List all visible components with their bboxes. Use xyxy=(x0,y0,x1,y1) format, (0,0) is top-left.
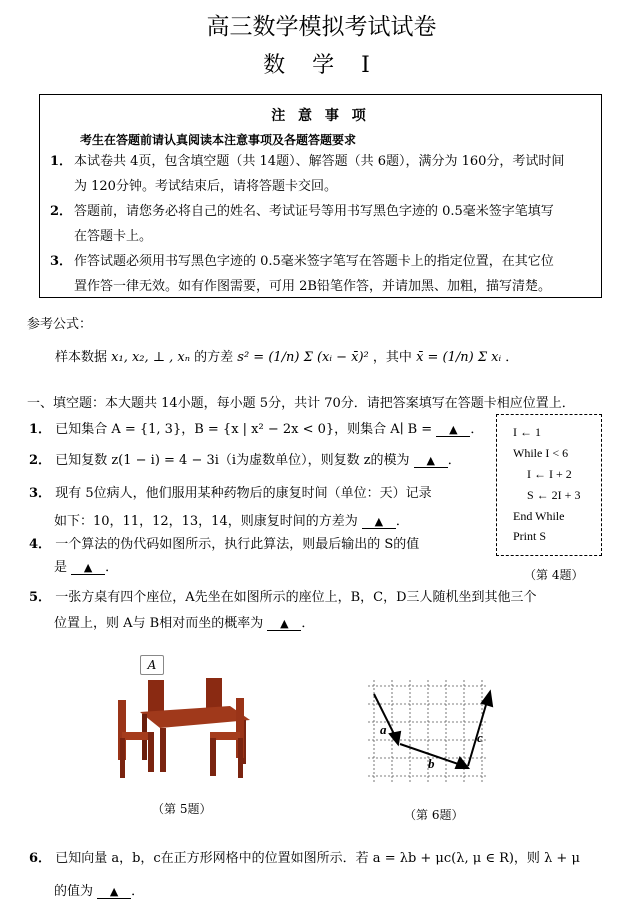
question-text: 已知复数 z(1 − i) = 4 − 3i（i为虚数单位），则复数 z的模为 xyxy=(55,453,410,468)
code-line: I ← I + 2 xyxy=(527,467,572,481)
question-number: 6． xyxy=(29,851,52,866)
vector-a-arrowhead xyxy=(390,732,400,744)
question-text: 的值为 xyxy=(54,884,94,899)
notice-item-text: 在答题卡上。 xyxy=(74,229,153,244)
notice-box xyxy=(39,94,602,298)
formula-text: ． xyxy=(505,350,519,365)
question-text: 是 xyxy=(54,560,68,575)
notice-item-number: 3． xyxy=(50,254,73,269)
code-line: While I < 6 xyxy=(513,446,569,460)
answer-blank: ▲ xyxy=(436,423,470,437)
question-text: 一个算法的伪代码如图所示，执行此算法，则最后输出的 S的值 xyxy=(55,537,420,552)
vector-b-label: b xyxy=(428,756,435,771)
question-5-cont: 位置上，则 A与 B相对而坐的概率为 ▲ ． xyxy=(54,616,315,631)
page-subtitle: 数 学 I xyxy=(263,53,380,78)
question-number: 3． xyxy=(29,486,52,501)
notice-subtitle: 考生在答题前请认真阅读本注意事项及各题答题要求 xyxy=(80,133,357,147)
formula-text: 样本数据 xyxy=(55,350,108,365)
question-4-cont: 是 ▲ ． xyxy=(54,560,119,575)
question-text: 位置上，则 A与 B相对而坐的概率为 xyxy=(54,616,264,631)
question-3-cont: 如下：10，11，12，13，14，则康复时间的方差为 ▲ ． xyxy=(54,514,409,529)
notice-item-text: 作答试题必须用书写黑色字迹的 0.5毫米签字笔写在答题卡上的指定位置，在其它位 xyxy=(74,254,554,269)
seat-a-label: A xyxy=(140,655,164,675)
answer-blank: ▲ xyxy=(362,515,396,529)
answer-blank: ▲ xyxy=(71,561,105,575)
code-line: S ← 2I + 3 xyxy=(527,488,581,502)
question-text: 现有 5位病人，他们服用某种药物后的康复时间（单位：天）记录 xyxy=(55,486,432,501)
question-number: 2． xyxy=(29,453,52,468)
vector-c-label: c xyxy=(477,730,483,745)
answer-blank: ▲ xyxy=(414,454,448,468)
notice-item-text: 为 120分钟。考试结束后，请将答题卡交回。 xyxy=(74,179,337,194)
question-number: 4． xyxy=(29,537,52,552)
vector-b-arrowhead xyxy=(456,758,468,768)
notice-item xyxy=(50,199,598,249)
vector-c-arrowhead xyxy=(482,692,492,706)
notice-item-number: 1． xyxy=(50,154,73,169)
question-5 xyxy=(29,586,537,605)
question-text: 已知向量 a，b，c在正方形网格中的位置如图所示．若 a = λb + μc(λ, μ ∈ R)，则 λ + μ xyxy=(55,851,580,866)
code-line: I ← 1 xyxy=(513,425,541,439)
vector-grid-figure xyxy=(366,672,496,790)
question-text: 如下：10，11，12，13，14，则康复时间的方差为 xyxy=(54,514,358,529)
formula-label: 参考公式： xyxy=(27,317,93,332)
mean-formula: x̄ = (1/n) Σ xᵢ xyxy=(416,350,502,365)
question-number: 5． xyxy=(29,590,52,605)
variance-formula: s² = (1/n) Σ (xᵢ − x̄)² xyxy=(237,350,369,365)
question-4 xyxy=(29,533,419,552)
notice-item xyxy=(50,249,598,299)
page-title: 高三数学模拟考试试卷 xyxy=(206,14,437,40)
question-2: 2． 已知复数 z(1 − i) = 4 − 3i（i为虚数单位），则复数 z的模为 ▲ ． xyxy=(29,453,461,468)
question-text: 一张方桌有四个座位，A先坐在如图所示的座位上，B，C，D三人随机坐到其他三个 xyxy=(55,590,537,605)
question-text: 已知集合 A = {1, 3}，B = {x | x² − 2x < 0}，则集合 A∣ B = xyxy=(55,422,433,437)
formula-line xyxy=(55,346,518,365)
table-chairs-image xyxy=(110,672,260,784)
figure-4-caption: （第 4题） xyxy=(524,568,584,582)
figure-6-caption: （第 6题） xyxy=(404,808,464,822)
figure-5-caption: （第 5题） xyxy=(152,802,212,816)
answer-blank: ▲ xyxy=(267,617,301,631)
code-line: Print S xyxy=(513,529,547,543)
notice-title: 注 意 事 项 xyxy=(271,108,370,124)
question-number: 1． xyxy=(29,422,52,437)
notice-item-number: 2． xyxy=(50,204,73,219)
pseudocode-box xyxy=(496,414,602,556)
question-6-cont: 的值为 ▲ ． xyxy=(54,884,145,899)
formula-variables: x₁, x₂, ⊥ , xₙ xyxy=(111,350,190,365)
formula-text: ，其中 xyxy=(372,350,412,365)
formula-text: 的方差 xyxy=(194,350,234,365)
vector-a-label: a xyxy=(380,722,387,737)
answer-blank: ▲ xyxy=(97,885,131,899)
question-3 xyxy=(29,482,432,501)
notice-item-text: 答题前，请您务必将自己的姓名、考试证号等用书写黑色字迹的 0.5毫米签字笔填写 xyxy=(74,204,554,219)
notice-item-text: 置作答一律无效。如有作图需要，可用 2B铅笔作答，并请加黑、加粗，描写清楚。 xyxy=(74,279,551,294)
section-heading: 一、填空题：本大题共 14小题，每小题 5分，共计 70分．请把答案填写在答题卡相应位置上． xyxy=(27,396,575,411)
question-1: 1． 已知集合 A = {1, 3}，B = {x | x² − 2x < 0}，则集合 A∣ B = ▲ ． xyxy=(29,422,484,437)
question-6 xyxy=(29,847,580,866)
notice-item xyxy=(50,149,598,199)
code-line: End While xyxy=(513,509,565,523)
notice-item-text: 本试卷共 4页，包含填空题（共 14题）、解答题（共 6题），满分为 160分，考试时间 xyxy=(74,154,565,169)
